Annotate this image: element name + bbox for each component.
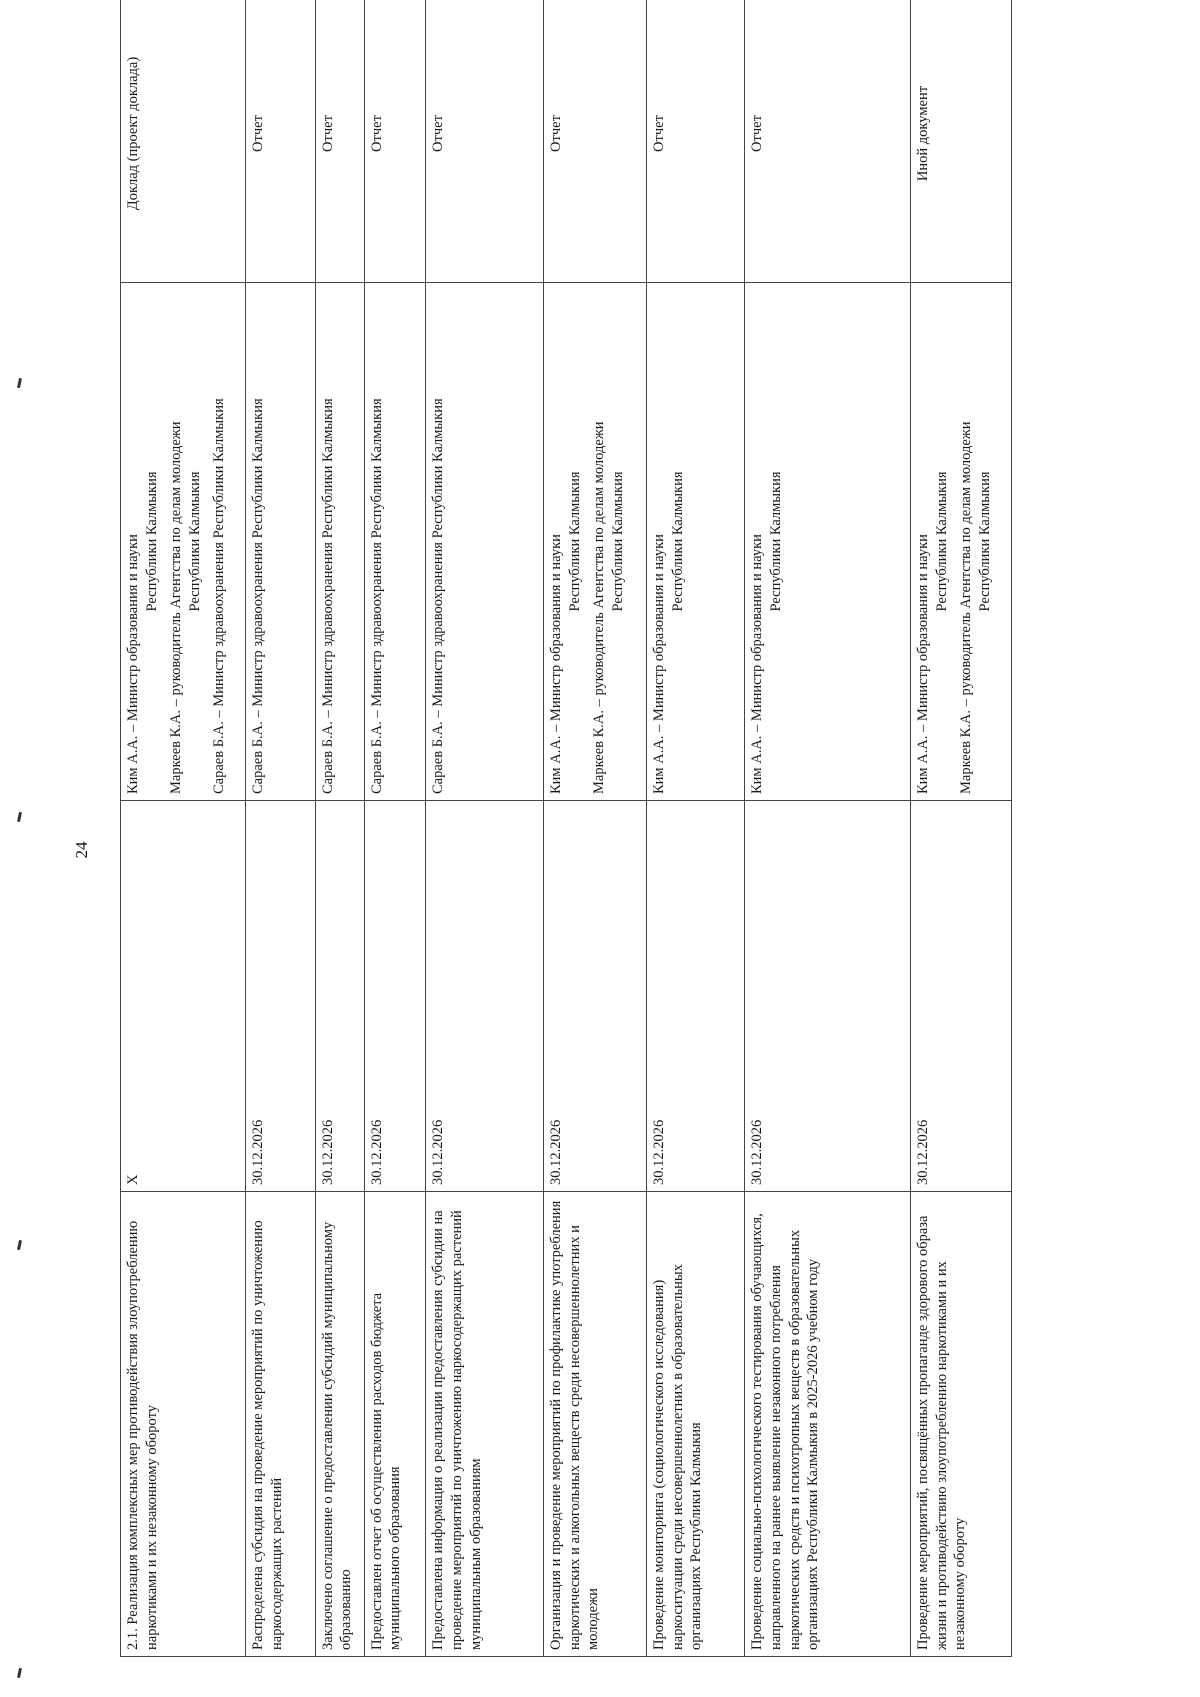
document-type-cell: Отчет [364,0,426,283]
responsible-line: Сараев Б.А. – Министр здравоохранения Республики Калмыкия [368,398,385,794]
scan-speck [17,378,22,388]
responsible-cell [543,283,646,801]
table-row [426,0,544,1657]
table-row [911,0,1012,1657]
responsible-line: Ким А.А. – Министр образования и науки [650,534,667,794]
page-number: 24 [72,841,91,859]
responsible-line: Ким А.А. – Министр образования и науки [915,534,932,794]
table-row [364,0,426,1657]
responsible-line: Республики Калмыкия [976,471,993,612]
document-type-cell: Иной документ [911,0,1012,283]
date-cell: 30.12.2026 [246,801,315,1192]
responsible-line: Республики Калмыкия [186,471,203,612]
date-cell: X [121,801,246,1192]
document-type-cell: Отчет [426,0,544,283]
document-type-cell: Отчет [646,0,745,283]
table-row [543,0,646,1657]
responsible-cell [646,283,745,801]
responsible-line: Республики Калмыкия [143,471,160,612]
document-type-cell: Отчет [315,0,364,283]
table-row [315,0,364,1657]
document-type-cell: Доклад (проект доклада) [121,0,246,283]
responsible-line: Сараев Б.А. – Министр здравоохранения Республики Калмыкия [430,398,447,794]
event-cell: Проведение социально-психологического тестирования обучающихся, направленного на раннее выявление незаконного потребления наркотических средств и психотропных веществ в образовательных организациях Республики Калмыкия в 2025-2026 учебном году [745,1192,911,1657]
responsible-cell [246,283,315,801]
scan-speck [17,812,22,822]
responsible-cell [911,283,1012,801]
rotated-table-container [120,37,1012,1657]
responsible-cell [364,283,426,801]
event-cell: Распределена субсидия на проведение мероприятий по уничтожению наркосодержащих растений [246,1192,315,1657]
responsible-line: Маркеев К.А. – руководитель Агентства по делам молодежи [958,421,975,794]
document-type-cell: Отчет [543,0,646,283]
event-cell: Предоставлен отчет об осуществлении расходов бюджета муниципального образования [364,1192,426,1657]
date-cell: 30.12.2026 [911,801,1012,1192]
document-type-cell: Отчет [246,0,315,283]
event-cell: 2.1. Реализация комплексных мер противодействия злоупотреблению наркотиками и их незаконному обороту [121,1192,246,1657]
responsible-cell [745,283,911,801]
responsible-line: Ким А.А. – Министр образования и науки [749,534,766,794]
date-cell: 30.12.2026 [426,801,544,1192]
responsible-line: Ким А.А. – Министр образования и науки [547,534,564,794]
scan-speck [17,1240,22,1250]
event-cell: Заключено соглашение о предоставлении субсидий муниципальному образованию [315,1192,364,1657]
responsible-cell [121,283,246,801]
table-row [121,0,246,1657]
responsible-line: Республики Калмыкия [609,471,626,612]
responsible-line: Ким А.А. – Министр образования и науки [125,534,141,794]
table-row [646,0,745,1657]
responsible-line: Сараев Б.А. – Министр здравоохранения Республики Калмыкия [250,398,267,794]
scan-speck [17,1668,22,1678]
responsible-line: Республики Калмыкия [933,471,950,612]
responsible-line: Республики Калмыкия [566,471,583,612]
responsible-line: Сараев Б.А. – Министр здравоохранения Республики Калмыкия [319,398,336,794]
document-type-cell: Отчет [745,0,911,283]
responsible-cell [426,283,544,801]
date-cell: 30.12.2026 [315,801,364,1192]
date-cell: 30.12.2026 [646,801,745,1192]
responsible-line: Республики Калмыкия [669,471,686,612]
event-cell: Предоставлена информация о реализации предоставления субсидии на проведение мероприятий по уничтожению наркосодержащих растений муниципальным образованиям [426,1192,544,1657]
responsible-line: Сараев Б.А. – Министр здравоохранения Республики Калмыкия [211,398,228,794]
date-cell: 30.12.2026 [543,801,646,1192]
responsible-cell [315,283,364,801]
event-cell: Организация и проведение мероприятий по профилактике употребления наркотических и алкогольных веществ среди несовершеннолетних и молодежи [543,1192,646,1657]
plan-table [120,0,1012,1657]
table-row [745,0,911,1657]
responsible-line: Маркеев К.А. – руководитель Агентства по делам молодежи [168,421,185,794]
plan-table-body [121,0,1012,1657]
responsible-line: Маркеев К.А. – руководитель Агентства по делам молодежи [591,421,608,794]
table-row [246,0,315,1657]
event-cell: Проведение мониторинга (социологического исследования) наркоситуации среди несовершеннолетних в образовательных организациях Республики Калмыкия [646,1192,745,1657]
date-cell: 30.12.2026 [745,801,911,1192]
responsible-line: Республики Калмыкия [768,471,785,612]
event-cell: Проведение мероприятий, посвящённых пропаганде здорового образа жизни и противодействию злоупотреблению наркотиками и их незаконному обороту [911,1192,1012,1657]
date-cell: 30.12.2026 [364,801,426,1192]
